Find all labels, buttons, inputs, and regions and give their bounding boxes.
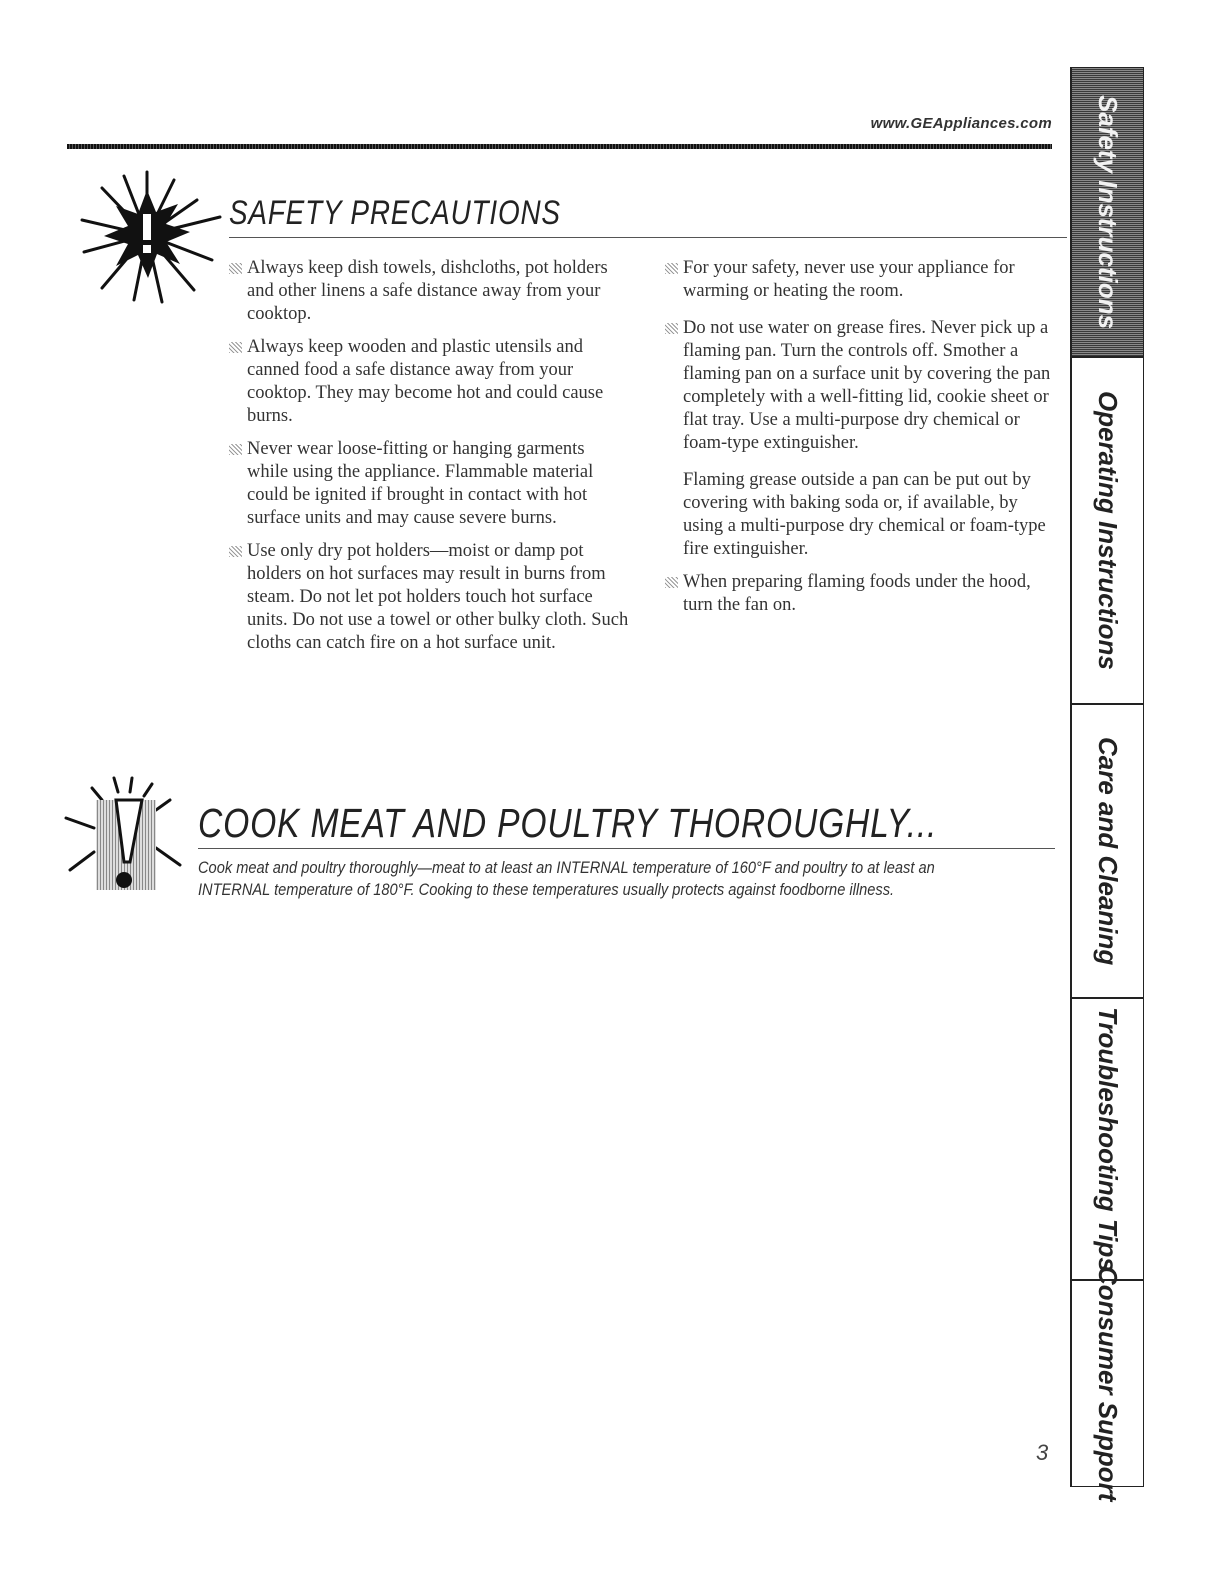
list-item: Always keep dish towels, dishcloths, pot holders and other linens a safe distance away from your cooktop. bbox=[229, 257, 629, 326]
list-item: When preparing flaming foods under the hood, turn the fan on. bbox=[665, 571, 1060, 617]
list-item: Always keep wooden and plastic utensils and canned food a safe distance away from your cooktop. They may become hot and could cause burns. bbox=[229, 336, 629, 428]
page-number: 3 bbox=[1036, 1440, 1049, 1465]
square-bullet-icon bbox=[229, 546, 242, 557]
square-bullet-icon bbox=[665, 323, 678, 334]
safety-precautions-title: SAFETY PRECAUTIONS bbox=[229, 194, 561, 232]
food-safety-text: Cook meat and poultry thoroughly—meat to at least an INTERNAL temperature of 160°F and poultry to at least an INTERNAL temperature of 180°F. Cooking to these temperatures usually protects against foodborne illness. bbox=[198, 858, 935, 899]
square-bullet-icon bbox=[229, 444, 242, 455]
tab-care-and-cleaning[interactable] bbox=[1070, 704, 1144, 998]
section-tabs bbox=[1070, 67, 1146, 1502]
starburst-exclamation-icon bbox=[62, 160, 232, 310]
exclamation-caution-icon bbox=[58, 770, 188, 910]
tab-consumer-support[interactable] bbox=[1070, 1265, 1144, 1502]
site-url: www.GEAppliances.com bbox=[870, 115, 1052, 132]
left-column bbox=[229, 257, 629, 665]
tab-label: Consumer Support bbox=[1093, 1265, 1123, 1502]
tab-label: Safety Instructions bbox=[1093, 94, 1123, 330]
tab-operating-instructions[interactable] bbox=[1070, 357, 1144, 704]
square-bullet-icon bbox=[665, 577, 678, 588]
header-rule bbox=[67, 144, 1052, 149]
square-bullet-icon bbox=[229, 263, 242, 274]
tab-safety-instructions[interactable] bbox=[1070, 67, 1144, 357]
right-column bbox=[665, 257, 1060, 627]
list-item: For your safety, never use your appliance for warming or heating the room. bbox=[665, 257, 1060, 303]
square-bullet-icon bbox=[665, 263, 678, 274]
cook-meat-title: COOK MEAT AND POULTRY THOROUGHLY... bbox=[198, 800, 938, 846]
section-rule bbox=[198, 848, 1055, 849]
tab-label: Care and Cleaning bbox=[1093, 736, 1123, 966]
list-item: Do not use water on grease fires. Never pick up a flaming pan. Turn the controls off. Smother a flaming pan on a surface unit by covering the pan completely with a well-fitting lid, cookie sheet or flat tray. Use a multi-purpose dry chemical or foam-type extinguisher. bbox=[665, 317, 1060, 455]
square-bullet-icon bbox=[229, 342, 242, 353]
tab-label: Troubleshooting Tips bbox=[1093, 1006, 1123, 1272]
list-item: Never wear loose-fitting or hanging garments while using the appliance. Flammable material could be ignited if brought in contact with hot surface units and may cause severe burns. bbox=[229, 438, 629, 530]
tab-troubleshooting-tips[interactable] bbox=[1070, 998, 1144, 1280]
list-item: Flaming grease outside a pan can be put out by covering with baking soda or, if available, by using a multi-purpose dry chemical or foam-type fire extinguisher. bbox=[683, 470, 1046, 559]
tab-label: Operating Instructions bbox=[1093, 391, 1123, 670]
section-rule bbox=[229, 237, 1067, 238]
list-item: Use only dry pot holders—moist or damp pot holders on hot surfaces may result in burns from steam. Do not let pot holders touch hot surface units. Do not use a towel or other bulky cloth. Such cloths can catch fire on a hot surface unit. bbox=[229, 540, 629, 655]
